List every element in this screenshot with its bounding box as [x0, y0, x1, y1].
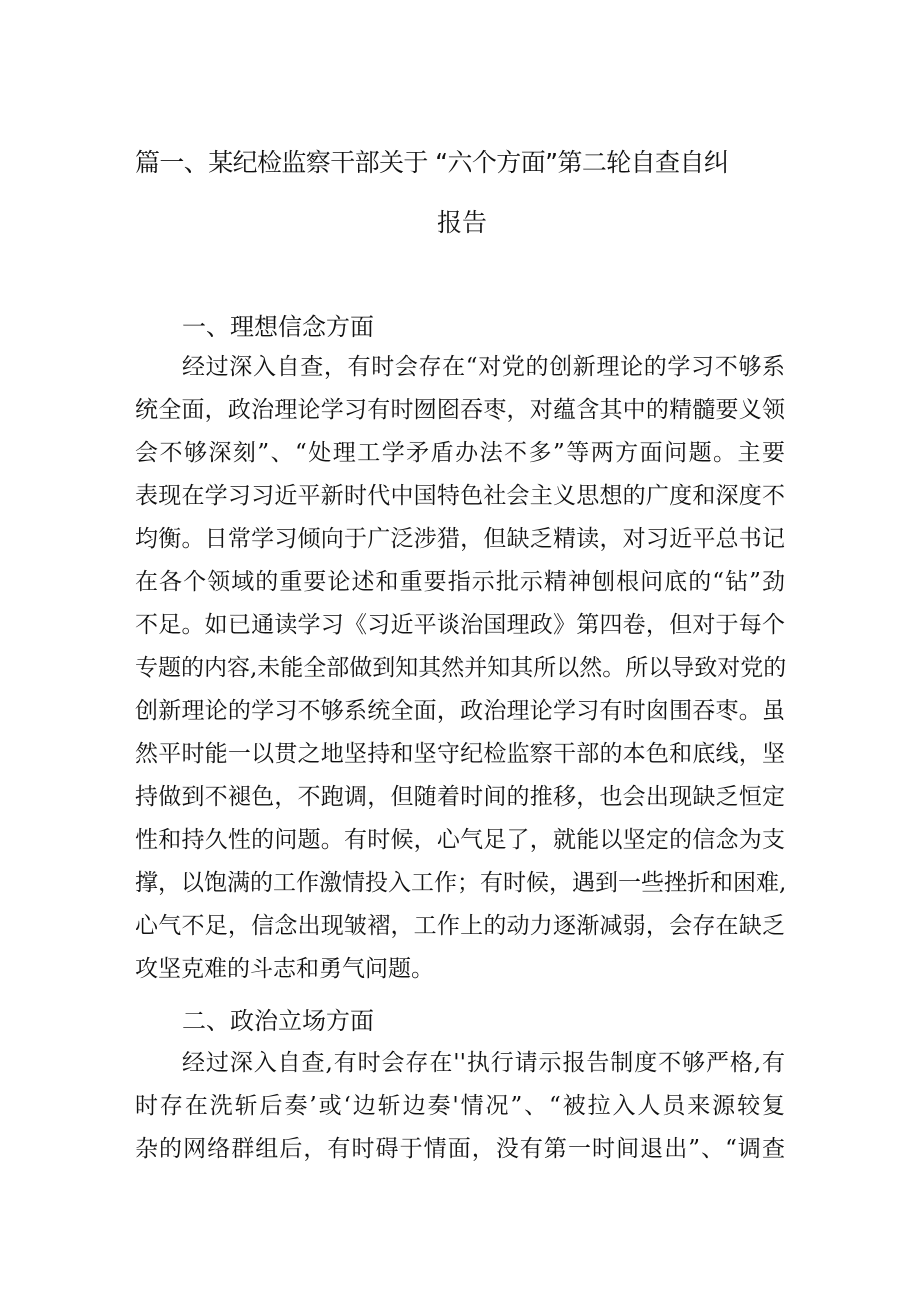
paragraph-line: 攻坚克难的斗志和勇气问题。: [135, 956, 434, 982]
paragraph-line: 然平时能一以贯之地坚持和坚守纪检监察干部的本色和底线，坚: [135, 741, 785, 767]
paragraph-line: 不足。如已通读学习《习近平谈治国理政》第四卷，但对于每个: [135, 612, 785, 638]
paragraph-line: 专题的内容,未能全部做到知其然并知其所以然。所以导致对党的: [135, 655, 787, 681]
document-title-line-1: 篇一、某纪检监察干部关于 “六个方面”第二轮自查自纠: [135, 148, 729, 177]
section-1-heading: 一、理想信念方面: [182, 313, 374, 341]
paragraph-line: 会不够深刻”、“处理工学矛盾办法不多”等两方面问题。主要: [135, 440, 785, 466]
paragraph-line: 时存在洗斩后奏’或‘边斩边奏'情况”、“被拉入人员来源较复: [135, 1093, 785, 1119]
paragraph-line: 均衡。日常学习倾向于广泛涉猎，但缺乏精读，对习近平总书记: [135, 526, 785, 552]
paragraph-line: 持做到不褪色，不跑调，但随着时间的推移，也会出现缺乏恒定: [135, 784, 785, 810]
paragraph-line: 经过深入自查，有时会存在“对党的创新理论的学习不够系: [182, 354, 785, 380]
paragraph-line: 性和持久性的问题。有时候，心气足了，就能以坚定的信念为支: [135, 827, 785, 853]
document-title-line-2: 报告: [437, 208, 488, 237]
paragraph-line: 杂的网络群组后，有时碍于情面，没有第一时间退出”、“调查: [135, 1136, 785, 1162]
section-2-heading: 二、政治立场方面: [182, 1007, 374, 1035]
paragraph-line: 在各个领域的重要论述和重要指示批示精神刨根问底的“钻”劲: [135, 569, 785, 595]
paragraph-line: 统全面，政治理论学习有时囫囵吞枣，对蕴含其中的精髓要义领: [135, 397, 785, 423]
paragraph-line: 心气不足，信念出现皱褶，工作上的动力逐渐减弱，会存在缺乏: [135, 913, 785, 939]
paragraph-line: 表现在学习习近平新时代中国特色社会主义思想的广度和深度不: [135, 483, 785, 509]
paragraph-line: 撑，以饱满的工作激情投入工作；有时候，遇到一些挫折和困难,: [135, 870, 787, 896]
paragraph-line: 经过深入自查,有时会存在''执行请示报告制度不够严格,有: [182, 1050, 785, 1076]
paragraph-line: 创新理论的学习不够系统全面，政治理论学习有时囱围吞枣。虽: [135, 698, 785, 724]
